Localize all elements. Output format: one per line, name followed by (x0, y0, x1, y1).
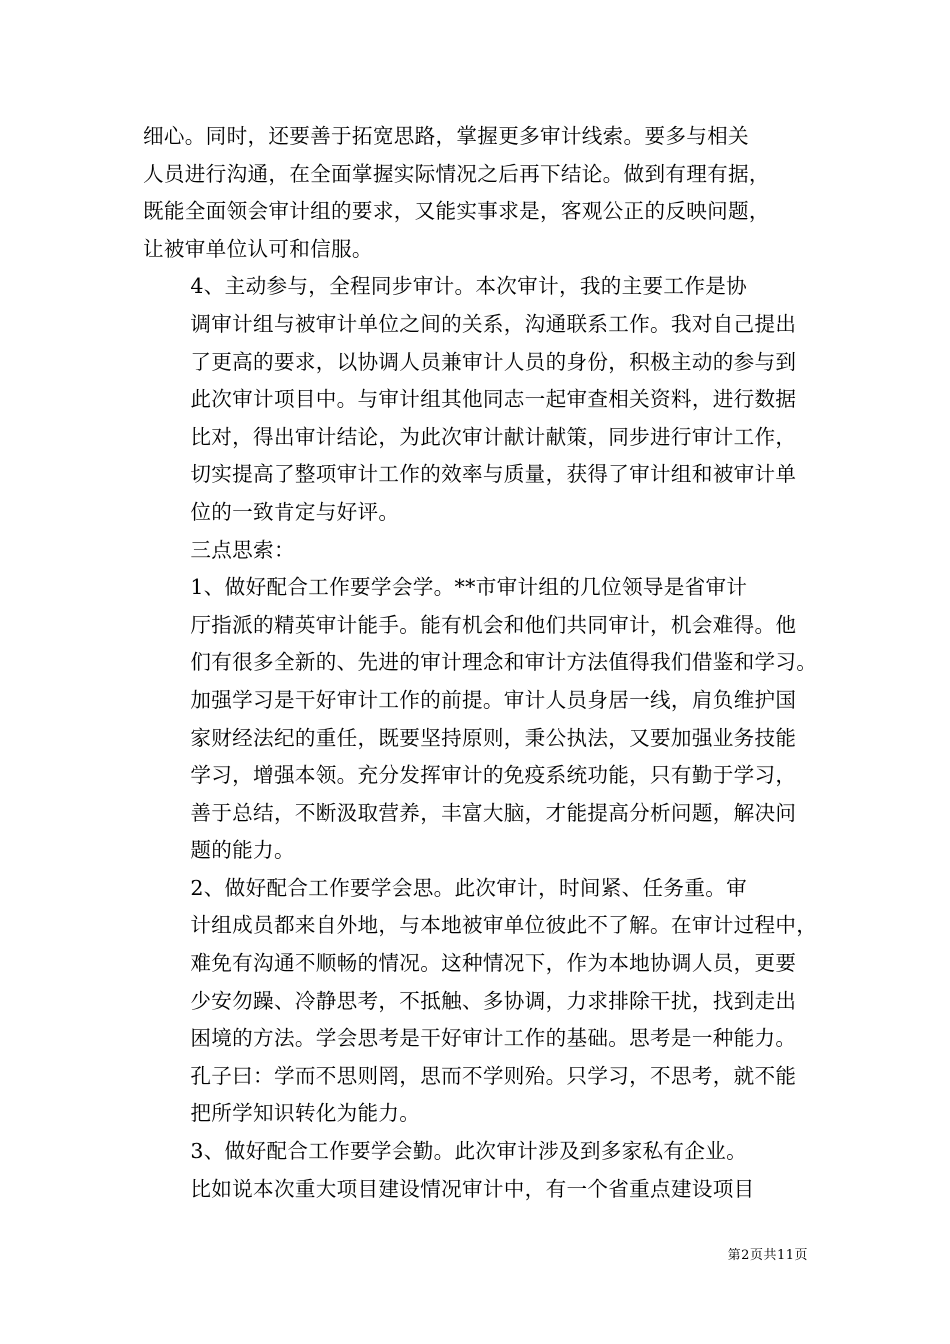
text-line: 切实提高了整项审计工作的效率与质量，获得了审计组和被审计单 (190, 462, 797, 487)
text-line: 了更高的要求，以协调人员兼审计人员的身份，积极主动的参与到 (190, 349, 797, 374)
text-line: 位的一致肯定与好评。 (190, 499, 400, 524)
paragraph (143, 118, 823, 268)
text-line: 细心。同时，还要善于拓宽思路，掌握更多审计线索。要多与相关 (143, 124, 749, 148)
text-line: 们有很多全新的、先进的审计理念和审计方法值得我们借鉴和学习。 (190, 650, 818, 675)
text-line: 难免有沟通不顺畅的情况。这种情况下，作为本地协调人员，更要 (190, 951, 797, 976)
text-line: 善于总结，不断汲取营养，丰富大脑，才能提高分析问题，解决问 (190, 800, 797, 825)
text-line: 4、主动参与，全程同步审计。本次审计，我的主要工作是协 (190, 274, 748, 299)
text-line: 家财经法纪的重任，既要坚持原则，秉公执法，又要加强业务技能 (190, 725, 797, 750)
text-line: 比对，得出审计结论，为此次审计献计献策，同步进行审计工作， (190, 424, 797, 449)
text-line: 2、做好配合工作要学会思。此次审计，时间紧、任务重。审 (190, 875, 748, 900)
paragraph (143, 532, 823, 570)
document-body (143, 118, 823, 1208)
text-line: 既能全面领会审计组的要求，又能实事求是，客观公正的反映问题， (143, 199, 770, 224)
paragraph (143, 1133, 823, 1208)
text-line: 人员进行沟通，在全面掌握实际情况之后再下结论。做到有理有据， (143, 161, 770, 186)
text-line: 三点思索： (190, 537, 295, 562)
text-line: 题的能力。 (190, 838, 295, 863)
text-line: 学习，增强本领。充分发挥审计的免疫系统功能，只有勤于学习， (190, 763, 797, 788)
text-line: 孔子曰：学而不思则罔，思而不学则殆。只学习，不思考，就不能 (190, 1063, 797, 1088)
paragraph (143, 268, 823, 531)
text-line: 困境的方法。学会思考是干好审计工作的基础。思考是一种能力。 (190, 1026, 797, 1051)
text-line: 此次审计项目中。与审计组其他同志一起审查相关资料，进行数据 (190, 387, 797, 412)
text-line: 调审计组与被审计单位之间的关系，沟通联系工作。我对自己提出 (190, 311, 797, 336)
text-line: 加强学习是干好审计工作的前提。审计人员身居一线，肩负维护国 (190, 687, 797, 712)
text-line: 比如说本次重大项目建设情况审计中，有一个省重点建设项目 (190, 1176, 755, 1201)
paragraph (143, 870, 823, 1133)
text-line: 把所学知识转化为能力。 (190, 1101, 421, 1126)
paragraph (143, 569, 823, 870)
text-line: 3、做好配合工作要学会勤。此次审计涉及到多家私有企业。 (190, 1139, 748, 1164)
text-line: 让被审单位认可和信服。 (143, 236, 373, 261)
text-line: 1、做好配合工作要学会学。**市审计组的几位领导是省审计 (190, 575, 748, 600)
text-line: 厅指派的精英审计能手。能有机会和他们共同审计，机会难得。他 (190, 612, 797, 637)
page-number-footer: 第2页共11页 (727, 1248, 808, 1263)
text-line: 少安勿躁、冷静思考，不抵触、多协调，力求排除干扰，找到走出 (190, 988, 797, 1013)
text-line: 计组成员都来自外地，与本地被审单位彼此不了解。在审计过程中， (190, 913, 818, 938)
